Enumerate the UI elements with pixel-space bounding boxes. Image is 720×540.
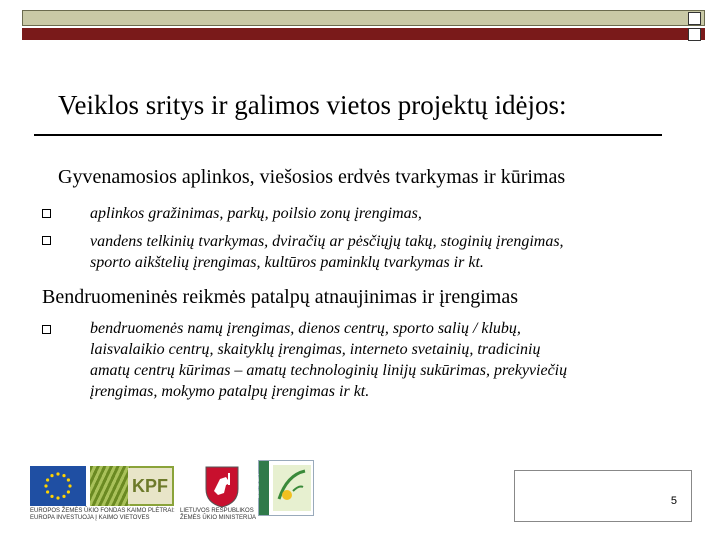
slide-title: Veiklos sritys ir galimos vietos projektų idėjos:: [58, 90, 567, 120]
eu-caption-2: EUROPA INVESTUOJA Į KAIMO VIETOVES: [30, 515, 150, 521]
list-item-line: įrengimas, mokymo patalpų įrengimas ir kt.: [90, 383, 370, 400]
bullet-icon: [42, 236, 51, 245]
page-number-box: [514, 470, 692, 522]
lithuania-coat-of-arms-logo: [202, 463, 242, 509]
list-item: [90, 231, 564, 273]
leader-logo-text: LEADER: [254, 473, 261, 499]
kpf-logo: [90, 466, 174, 506]
leader-side-band: [254, 461, 269, 515]
kpf-logo-text: KPF: [128, 468, 172, 504]
section-heading-1: Gyvenamosios aplinkos, viešosios erdvės tvarkymas ir kūrimas: [58, 166, 566, 188]
top-bar-olive: [22, 10, 705, 26]
section-heading-2: Bendruomeninės reikmės patalpų atnaujinimas ir įrengimas: [42, 286, 518, 308]
top-bar-maroon: [22, 28, 705, 40]
list-item-line: aplinkos gražinimas, parkų, poilsio zonų įrengimas,: [90, 205, 422, 222]
top-square-2: [688, 28, 701, 41]
eu-flag-logo: [30, 466, 86, 506]
list-item-line: amatų centrų kūrimas – amatų technologinių linijų sukūrimas, prekyviečių: [90, 362, 568, 379]
list-item-line: laisvalaikio centrų, skaityklų įrengimas, interneto svetainių, tradicinių: [90, 341, 541, 358]
list-item: [90, 318, 567, 402]
list-item-line: vandens telkinių tvarkymas, dviračių ar pėsčiųjų takų, stoginių įrengimas,: [90, 233, 564, 250]
eu-caption-1: EUROPOS ŽEMĖS ŪKIO FONDAS KAIMO PLĖTRAI:: [30, 508, 175, 514]
list-item-line: sporto aikštelių įrengimas, kultūros paminklų tvarkymas ir kt.: [90, 254, 484, 271]
ministry-caption-1: LIETUVOS RESPUBLIKOS: [180, 508, 254, 514]
title-rule: [34, 134, 662, 136]
ministry-caption-2: ŽEMĖS ŪKIO MINISTERIJA: [180, 515, 257, 521]
leader-emblem-icon: [273, 465, 311, 511]
bullet-icon: [42, 325, 51, 334]
top-square-1: [688, 12, 701, 25]
leader-logo: [254, 460, 314, 516]
list-item: [90, 203, 422, 224]
kpf-stripes: [90, 466, 130, 506]
list-item-line: bendruomenės namų įrengimas, dienos centrų, sporto salių / klubų,: [90, 320, 521, 337]
bullet-icon: [42, 209, 51, 218]
page-number: 5: [670, 495, 677, 507]
